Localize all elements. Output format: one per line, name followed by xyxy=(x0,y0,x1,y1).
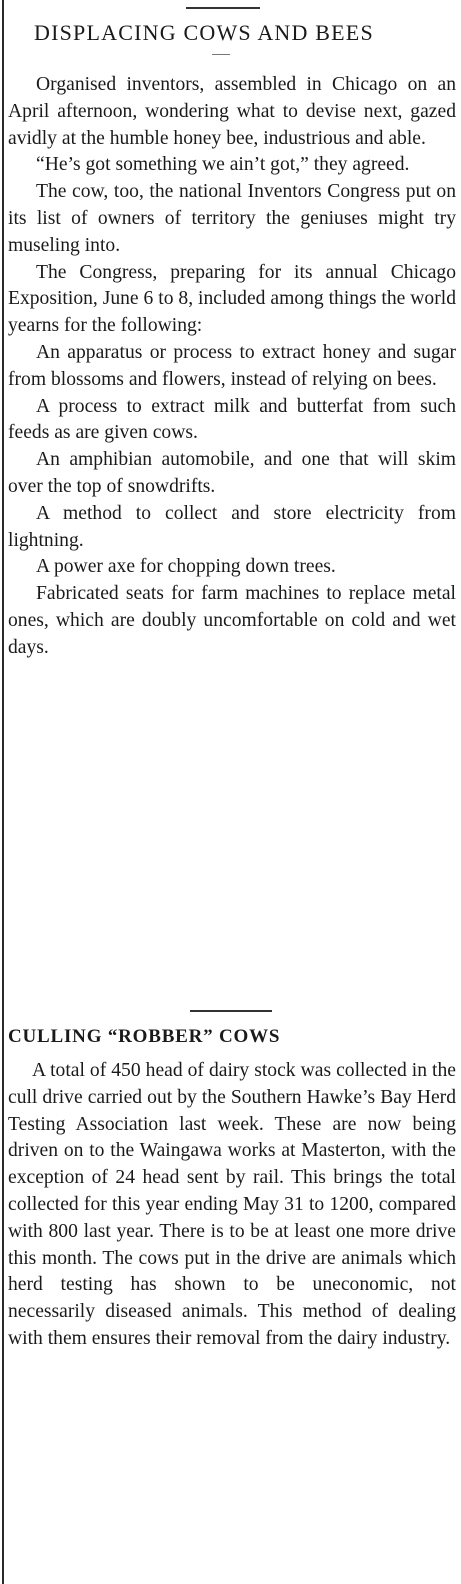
second-article-body xyxy=(8,1058,456,1353)
paragraph: The Congress, preparing for its annual Chicago Exposition, June 6 to 8, included among things the world yearns for the following: xyxy=(8,261,456,337)
paragraph: A total of 450 head of dairy stock was collected in the cull drive carried out by the Southern Hawke’s Bay Herd Testing Association last week. These are now being driven on to the Waingawa works at Masterton, with the exception of 24 head sent by rail. This brings the total collected for this year ending May 31 to 1200, compared with 800 last year. There is to be at least one more drive this month. The cows put in the drive are animals which herd testing has shown to be uneconomic, not necessarily diseased animals. This method of dealing with them ensures their removal from the dairy industry. xyxy=(8,1060,456,1349)
paragraph: An amphibian automobile, and one that will skim over the top of snowdrifts. xyxy=(8,449,456,497)
paragraph: Organised inventors, assembled in Chicago on an April afternoon, wondering what to devise next, gazed avidly at the humble honey bee, industrious and able. xyxy=(8,74,456,149)
second-article-headline: CULLING “ROBBER” COWS xyxy=(8,1026,281,1047)
paragraph: A power axe for chopping down trees. xyxy=(36,556,336,578)
paragraph: An apparatus or process to extract honey and sugar from blossoms and flowers, instead of relying on bees. xyxy=(8,341,456,390)
paragraph: “He’s got something we ain’t got,” they agreed. xyxy=(36,154,410,176)
paragraph: A process to extract milk and butterfat from such feeds as are given cows. xyxy=(8,395,456,444)
article-headline: DISPLACING COWS AND BEES xyxy=(34,20,374,45)
paragraph: Fabricated seats for farm machines to replace metal ones, which are doubly uncomfortable on cold and wet days. xyxy=(8,583,456,658)
headline-ornament xyxy=(212,54,230,55)
section-divider xyxy=(190,1010,272,1012)
paragraph: A method to collect and store electricity from lightning. xyxy=(8,502,456,551)
top-divider xyxy=(186,7,260,9)
paragraph: The cow, too, the national Inventors Congress put on its list of owners of territory the geniuses might try museling into. xyxy=(8,181,456,256)
article-body xyxy=(8,72,456,662)
column-rule xyxy=(2,0,4,1584)
